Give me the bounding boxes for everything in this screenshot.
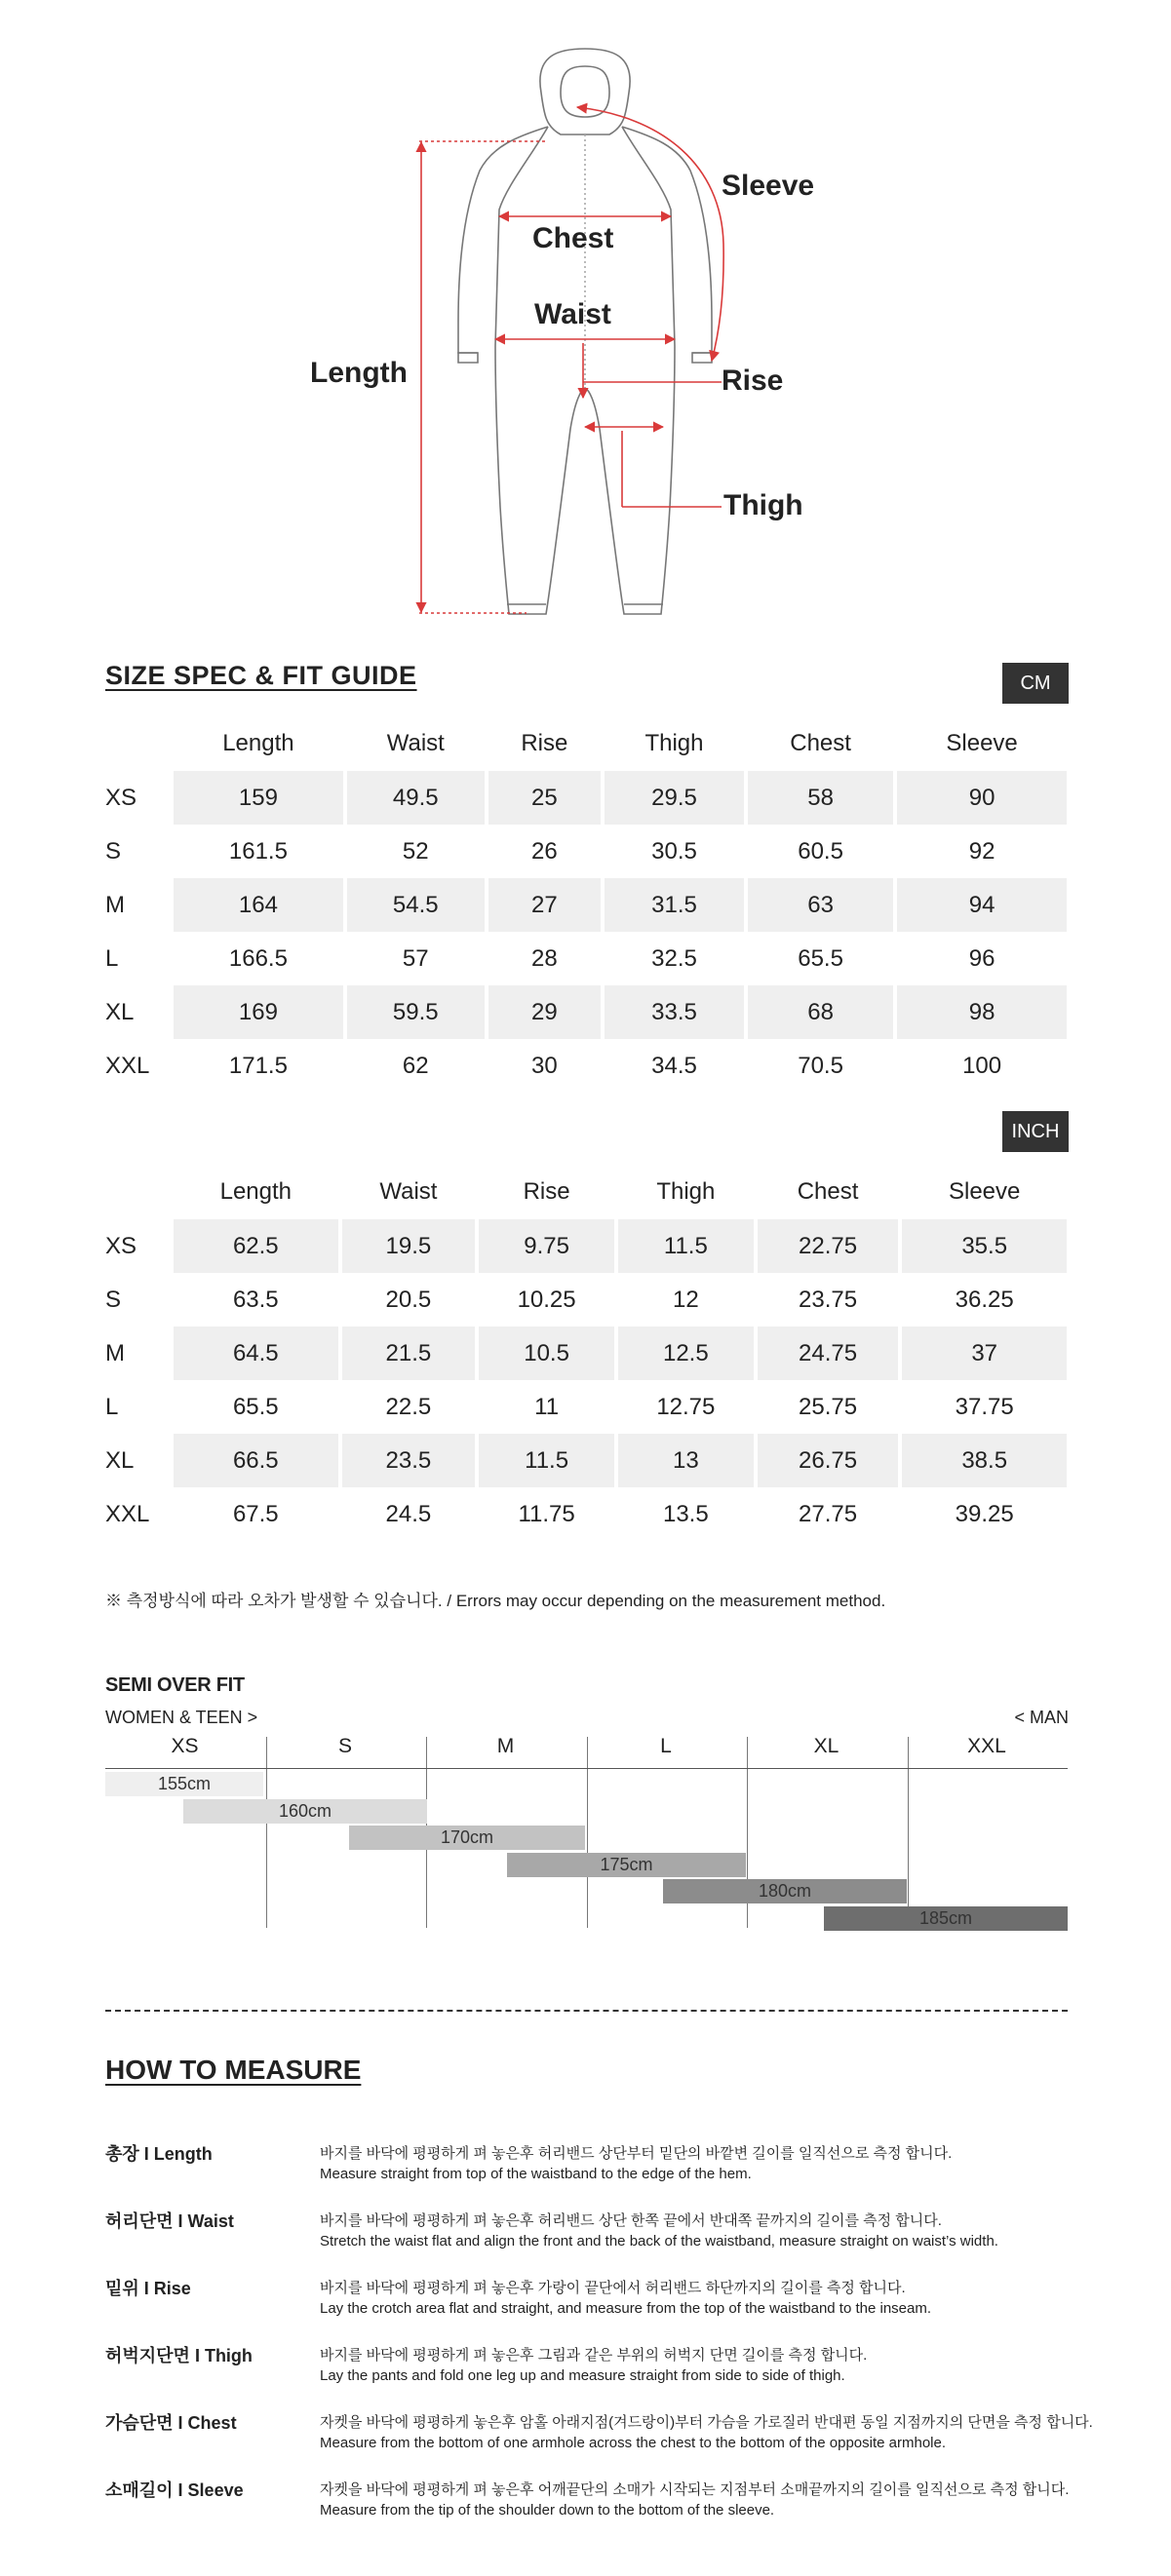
value-cell: 66.5 xyxy=(174,1434,338,1487)
value-cell: 36.25 xyxy=(955,1286,1014,1313)
value-cell: 62 xyxy=(402,1052,429,1079)
table-row xyxy=(105,1326,1067,1380)
value-cell: 60.5 xyxy=(798,837,843,865)
value-cell: 70.5 xyxy=(798,1052,843,1079)
unit-badge-inch: INCH xyxy=(1002,1111,1069,1152)
value-cell: 96 xyxy=(968,944,995,972)
value-cell: 32.5 xyxy=(651,944,697,972)
divider xyxy=(105,2010,1068,2012)
measure-label: 허벅지단면 I Thigh xyxy=(105,2346,253,2365)
value-cell: 94 xyxy=(897,878,1067,932)
measure-desc-ko: 바지를 바닥에 평평하게 펴 놓은후 허리밴드 상단 한쪽 끝에서 반대쪽 끝까지의 길이를 측정 합니다. xyxy=(320,2212,942,2229)
size-cell: S xyxy=(105,837,122,865)
header-blank xyxy=(105,716,170,771)
measure-desc-en: Measure from the tip of the shoulder down to the bottom of the sleeve. xyxy=(320,2502,775,2518)
column-header: Chest xyxy=(790,730,851,756)
size-spec-title: SIZE SPEC & FIT GUIDE xyxy=(105,661,417,690)
value-cell: 90 xyxy=(897,771,1067,825)
size-cell: S xyxy=(105,1286,122,1313)
size-cell: M xyxy=(105,891,125,918)
table-header xyxy=(105,1165,1067,1219)
value-cell: 67.5 xyxy=(232,1500,279,1527)
fit-size-label: L xyxy=(660,1735,672,1757)
table-row xyxy=(105,1434,1067,1487)
value-cell: 20.5 xyxy=(385,1286,432,1313)
fit-divider xyxy=(266,1737,267,1928)
measure-desc-en: Stretch the waist flat and align the front and the back of the waistband, measure straight on waist’s width. xyxy=(320,2233,998,2249)
measure-desc-ko: 바지를 바닥에 평평하게 펴 놓은후 허리밴드 상단부터 밑단의 바깥변 길이를 일직선으로 측정 합니다. xyxy=(320,2145,953,2162)
fit-divider xyxy=(587,1737,588,1928)
measurement-note: ※ 측정방식에 따라 오차가 발생할 수 있습니다. / Errors may occur depending on the measurement method. xyxy=(105,1592,886,1610)
table-header xyxy=(105,716,1067,771)
thigh-label: Thigh xyxy=(723,489,803,521)
value-cell: 65.5 xyxy=(232,1393,279,1420)
value-cell: 159 xyxy=(174,771,343,825)
value-cell: 171.5 xyxy=(228,1052,288,1079)
value-cell: 29 xyxy=(488,985,601,1039)
value-cell: 57 xyxy=(402,944,429,972)
size-cell: M xyxy=(105,1339,125,1366)
value-cell: 11.75 xyxy=(518,1500,575,1527)
fit-size-label: S xyxy=(337,1735,352,1757)
size-table-inch xyxy=(101,1165,1071,1541)
measure-desc-ko: 자켓을 바닥에 평평하게 펴 놓은후 어깨끝단의 소매가 시작되는 지점부터 소매끝까지의 길이를 일직선으로 측정 합니다. xyxy=(320,2481,1070,2498)
measure-label: 밑위 I Rise xyxy=(105,2279,191,2298)
value-cell: 12.5 xyxy=(618,1326,754,1380)
table-row xyxy=(105,825,1067,878)
size-cell: XS xyxy=(105,784,137,811)
measure-desc-en: Measure from the bottom of one armhole across the chest to the bottom of the opposite armhole. xyxy=(320,2435,947,2451)
table-row xyxy=(105,878,1067,932)
value-cell: 59.5 xyxy=(347,985,485,1039)
length-label: Length xyxy=(310,357,408,389)
value-cell: 68 xyxy=(748,985,893,1039)
measure-desc-ko: 자켓을 바닥에 평평하게 놓은후 암홀 아래지점(겨드랑이)부터 가슴을 가로질러 반대편 동일 지점까지의 단면을 측정 합니다. xyxy=(320,2414,1093,2431)
measure-desc-en: Measure straight from top of the waistband to the edge of the hem. xyxy=(320,2166,752,2182)
value-cell: 9.75 xyxy=(479,1219,614,1273)
value-cell: 25 xyxy=(488,771,601,825)
fit-size-label: XS xyxy=(171,1735,199,1757)
value-cell: 12.75 xyxy=(656,1393,716,1420)
column-header: Rise xyxy=(523,1178,570,1205)
fit-height-bar: 160cm xyxy=(183,1799,427,1824)
value-cell: 65.5 xyxy=(798,944,843,972)
value-cell: 27 xyxy=(488,878,601,932)
value-cell: 54.5 xyxy=(347,878,485,932)
table-row xyxy=(105,1273,1067,1326)
fit-axis xyxy=(105,1768,1068,1769)
value-cell: 63 xyxy=(748,878,893,932)
fit-height-bar: 175cm xyxy=(507,1853,746,1877)
rise-label: Rise xyxy=(722,365,784,397)
column-header: Sleeve xyxy=(948,1178,1021,1205)
size-cell: L xyxy=(105,1393,119,1420)
value-cell: 34.5 xyxy=(651,1052,697,1079)
how-to-measure-title: HOW TO MEASURE xyxy=(105,2055,362,2085)
column-header: Waist xyxy=(386,730,445,756)
value-cell: 37.75 xyxy=(955,1393,1014,1420)
column-header: Rise xyxy=(521,730,568,756)
value-cell: 63.5 xyxy=(232,1286,279,1313)
value-cell: 26.75 xyxy=(758,1434,899,1487)
value-cell: 19.5 xyxy=(342,1219,476,1273)
fit-height-bar: 180cm xyxy=(663,1879,907,1903)
fit-height-bar: 185cm xyxy=(824,1906,1068,1931)
fit-right-label: < MAN xyxy=(1014,1708,1069,1727)
sleeve-label: Sleeve xyxy=(722,170,815,202)
column-header: Length xyxy=(219,1178,292,1205)
value-cell: 27.75 xyxy=(799,1500,858,1527)
fit-title: SEMI OVER FIT xyxy=(105,1674,245,1696)
fit-divider xyxy=(908,1737,909,1928)
column-header: Thigh xyxy=(656,1178,716,1205)
table-row xyxy=(105,985,1067,1039)
table-row xyxy=(105,771,1067,825)
chest-label: Chest xyxy=(532,222,614,254)
measure-label: 가슴단면 I Chest xyxy=(105,2413,237,2433)
value-cell: 23.75 xyxy=(799,1286,858,1313)
value-cell: 11 xyxy=(534,1393,560,1420)
value-cell: 169 xyxy=(174,985,343,1039)
table-row xyxy=(105,1380,1067,1434)
size-cell: XXL xyxy=(105,1500,150,1527)
value-cell: 29.5 xyxy=(605,771,744,825)
value-cell: 37 xyxy=(902,1326,1067,1380)
value-cell: 62.5 xyxy=(174,1219,338,1273)
size-cell: L xyxy=(105,944,119,972)
measure-label: 허리단면 I Waist xyxy=(105,2211,234,2231)
size-cell: XL xyxy=(105,998,135,1025)
value-cell: 26 xyxy=(530,837,558,865)
value-cell: 161.5 xyxy=(228,837,288,865)
value-cell: 100 xyxy=(962,1052,1002,1079)
waist-label: Waist xyxy=(534,298,611,330)
column-header: Thigh xyxy=(644,730,704,756)
value-cell: 22.5 xyxy=(385,1393,432,1420)
value-cell: 13 xyxy=(618,1434,754,1487)
table-row xyxy=(105,1487,1067,1541)
value-cell: 52 xyxy=(402,837,429,865)
measure-label: 소매길이 I Sleeve xyxy=(105,2480,244,2500)
value-cell: 64.5 xyxy=(174,1326,338,1380)
column-header: Waist xyxy=(379,1178,438,1205)
value-cell: 28 xyxy=(530,944,558,972)
value-cell: 58 xyxy=(748,771,893,825)
value-cell: 49.5 xyxy=(347,771,485,825)
header-blank xyxy=(105,1165,170,1219)
value-cell: 39.25 xyxy=(955,1500,1014,1527)
value-cell: 21.5 xyxy=(342,1326,476,1380)
value-cell: 98 xyxy=(897,985,1067,1039)
value-cell: 23.5 xyxy=(342,1434,476,1487)
measure-desc-ko: 바지를 바닥에 평평하게 펴 놓은후 그림과 같은 부위의 허벅지 단면 길이를 측정 합니다. xyxy=(320,2347,868,2364)
measure-label: 총장 I Length xyxy=(105,2144,213,2164)
unit-badge-cm: CM xyxy=(1002,663,1069,704)
measure-desc-en: Lay the pants and fold one leg up and measure straight from side to side of thigh. xyxy=(320,2367,845,2384)
fit-size-label: XXL xyxy=(967,1735,1006,1757)
value-cell: 35.5 xyxy=(902,1219,1067,1273)
value-cell: 31.5 xyxy=(605,878,744,932)
fit-size-label: XL xyxy=(813,1735,839,1757)
value-cell: 30 xyxy=(530,1052,558,1079)
value-cell: 164 xyxy=(174,878,343,932)
fit-size-label: M xyxy=(496,1735,515,1757)
fit-height-bar: 170cm xyxy=(349,1826,585,1850)
measure-desc-ko: 바지를 바닥에 평평하게 펴 놓은후 가랑이 끝단에서 허리밴드 하단까지의 길이를 측정 합니다. xyxy=(320,2280,906,2296)
size-cell: XXL xyxy=(105,1052,150,1079)
measurement-diagram xyxy=(0,0,1171,643)
table-row xyxy=(105,1039,1067,1093)
value-cell: 24.75 xyxy=(758,1326,899,1380)
table-row xyxy=(105,932,1067,985)
value-cell: 13.5 xyxy=(662,1500,709,1527)
value-cell: 25.75 xyxy=(799,1393,858,1420)
value-cell: 166.5 xyxy=(228,944,288,972)
value-cell: 11.5 xyxy=(618,1219,754,1273)
column-header: Sleeve xyxy=(946,730,1018,756)
value-cell: 92 xyxy=(968,837,995,865)
value-cell: 30.5 xyxy=(651,837,697,865)
value-cell: 38.5 xyxy=(902,1434,1067,1487)
size-cell: XS xyxy=(105,1232,137,1259)
fit-height-bar: 155cm xyxy=(105,1772,263,1796)
measure-desc-en: Lay the crotch area flat and straight, and measure from the top of the waistband to the inseam. xyxy=(320,2300,932,2317)
table-row xyxy=(105,1219,1067,1273)
column-header: Chest xyxy=(797,1178,859,1205)
value-cell: 10.25 xyxy=(517,1286,576,1313)
column-header: Length xyxy=(222,730,294,756)
value-cell: 24.5 xyxy=(385,1500,432,1527)
size-cell: XL xyxy=(105,1446,135,1474)
fit-left-label: WOMEN & TEEN > xyxy=(105,1708,258,1727)
value-cell: 33.5 xyxy=(605,985,744,1039)
value-cell: 10.5 xyxy=(479,1326,614,1380)
value-cell: 22.75 xyxy=(758,1219,899,1273)
value-cell: 11.5 xyxy=(479,1434,614,1487)
value-cell: 12 xyxy=(672,1286,699,1313)
size-table-cm xyxy=(101,716,1071,1093)
